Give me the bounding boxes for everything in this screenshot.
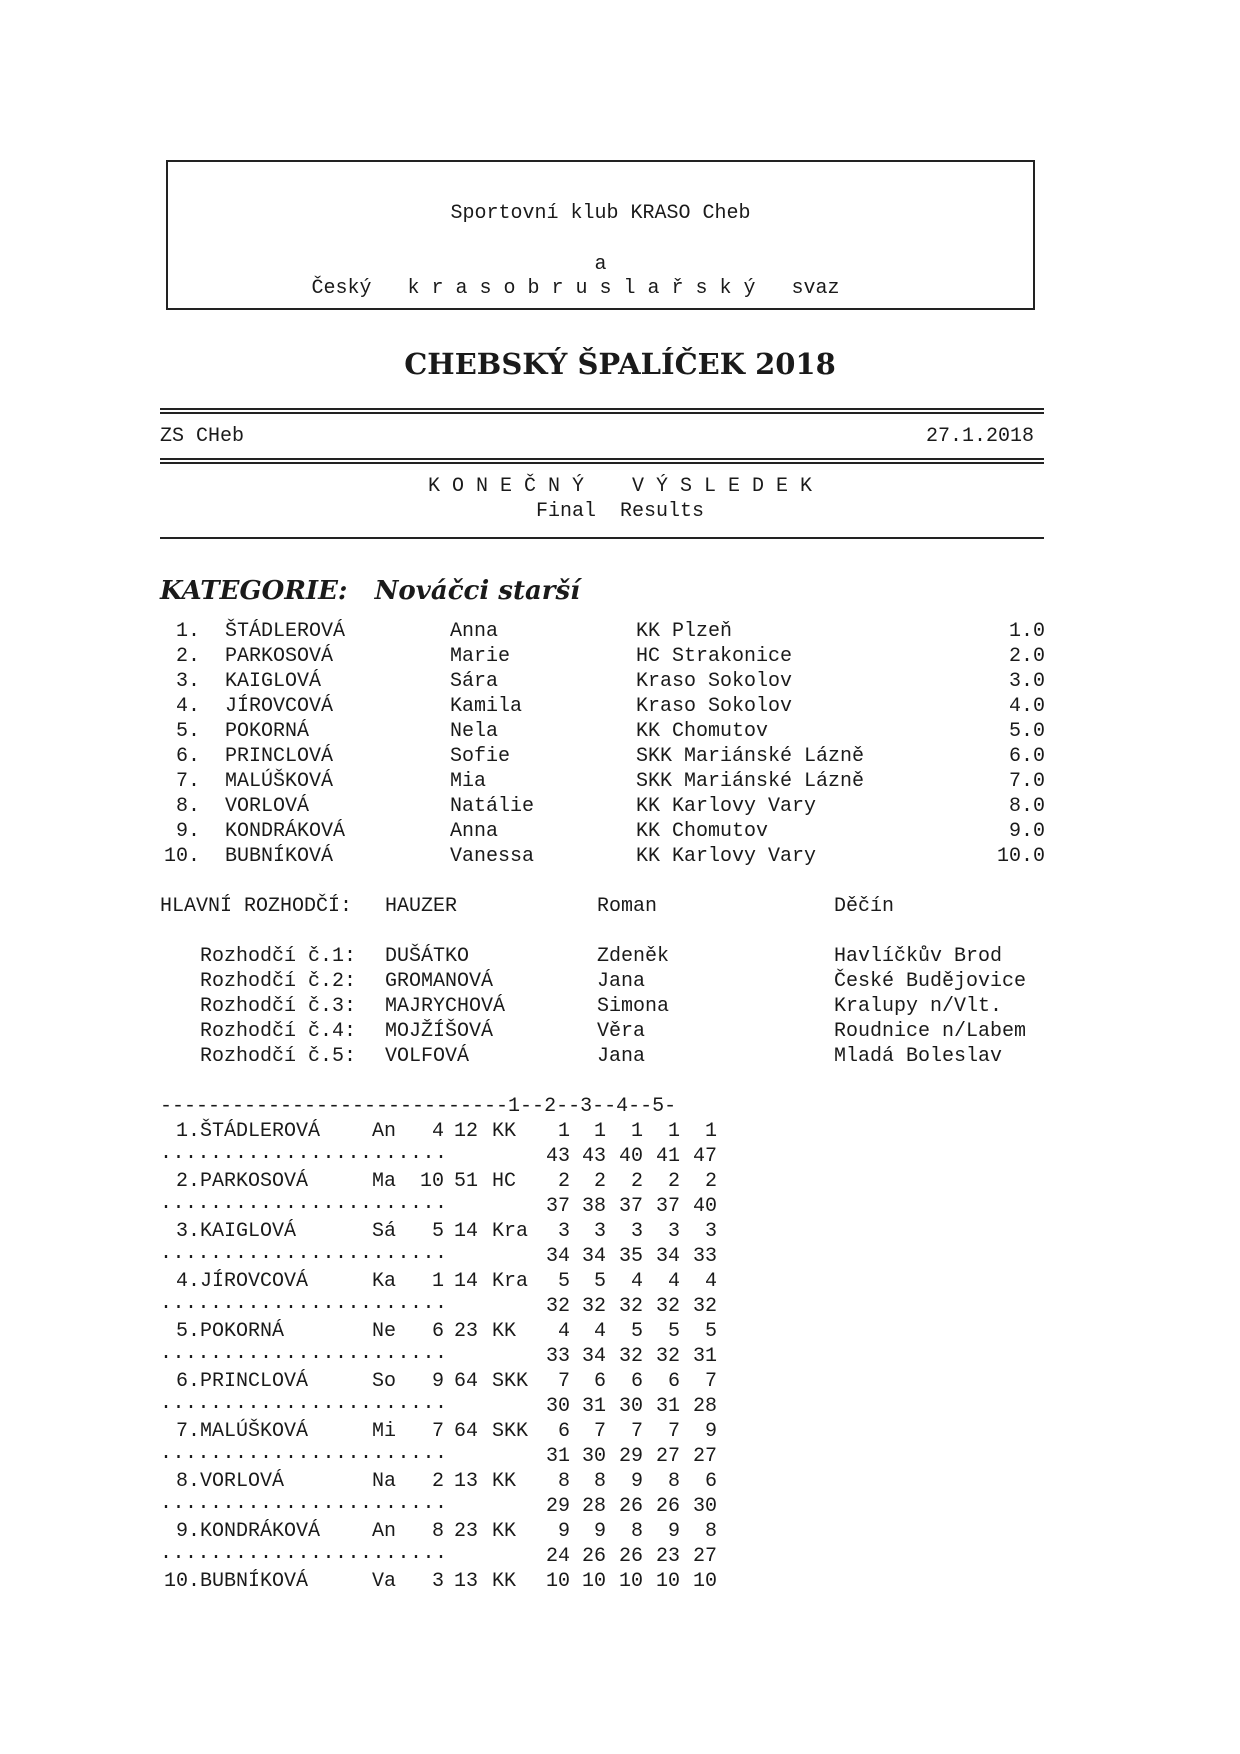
judge-surname: VOLFOVÁ xyxy=(385,1045,470,1068)
detail-code-b: 12 xyxy=(453,1120,478,1143)
detail-place: 8 xyxy=(630,1520,643,1543)
detail-points: 24 xyxy=(545,1545,570,1568)
organizer-and: a xyxy=(594,253,607,276)
judge-label: Rozhodčí č.2: xyxy=(200,970,357,993)
result-name: Marie xyxy=(450,645,511,668)
organizer-federation: Český k r a s o b r u s l a ř s k ý svaz xyxy=(311,277,840,300)
detail-points: 23 xyxy=(655,1545,680,1568)
detail-points: 26 xyxy=(618,1545,643,1568)
detail-points: 31 xyxy=(655,1395,680,1418)
detail-surname: VORLOVÁ xyxy=(200,1470,285,1493)
head-judge-surname: HAUZER xyxy=(385,895,458,918)
result-rank: 10. xyxy=(163,845,200,868)
judge-city: Havlíčkův Brod xyxy=(834,945,1003,968)
detail-points: 30 xyxy=(692,1495,717,1518)
detail-points: 26 xyxy=(655,1495,680,1518)
detail-header: -----------------------------1--2--3--4--5- xyxy=(160,1095,677,1118)
detail-points: 31 xyxy=(545,1445,570,1468)
detail-surname: PARKOSOVÁ xyxy=(200,1170,309,1193)
detail-place: 5 xyxy=(630,1320,643,1343)
detail-club: SKK xyxy=(492,1370,529,1393)
judge-name: Zdeněk xyxy=(597,945,670,968)
detail-name-abbr: Va xyxy=(372,1570,397,1593)
result-score: 1.0 xyxy=(1008,620,1045,643)
detail-name-abbr: Na xyxy=(372,1470,397,1493)
result-heading: K O N E Č N Ý V Ý S L E D E K xyxy=(427,475,813,498)
detail-club: KK xyxy=(492,1570,517,1593)
detail-place: 7 xyxy=(557,1370,570,1393)
detail-place: 1 xyxy=(667,1120,680,1143)
detail-code-a: 3 xyxy=(431,1570,444,1593)
detail-code-a: 7 xyxy=(431,1420,444,1443)
result-surname: ŠTÁDLEROVÁ xyxy=(225,620,346,643)
judge-city: Roudnice n/Labem xyxy=(834,1020,1027,1043)
head-judge-city: Děčín xyxy=(834,895,895,918)
detail-place: 7 xyxy=(630,1420,643,1443)
result-name: Kamila xyxy=(450,695,523,718)
result-name: Natálie xyxy=(450,795,535,818)
result-club: SKK Mariánské Lázně xyxy=(636,745,865,768)
judge-label: Rozhodčí č.3: xyxy=(200,995,357,1018)
result-rank: 9. xyxy=(175,820,200,843)
detail-dots: ....................... xyxy=(160,1492,448,1515)
detail-place: 4 xyxy=(630,1270,643,1293)
result-name: Anna xyxy=(450,820,499,843)
detail-code-a: 1 xyxy=(431,1270,444,1293)
detail-points: 47 xyxy=(692,1145,717,1168)
detail-place: 6 xyxy=(557,1420,570,1443)
detail-code-b: 13 xyxy=(453,1570,478,1593)
detail-points: 32 xyxy=(618,1295,643,1318)
detail-points: 26 xyxy=(618,1495,643,1518)
double-rule xyxy=(160,458,1044,464)
judge-surname: GROMANOVÁ xyxy=(385,970,494,993)
detail-place: 6 xyxy=(704,1470,717,1493)
detail-place: 9 xyxy=(593,1520,606,1543)
result-surname: POKORNÁ xyxy=(225,720,310,743)
venue: ZS CHeb xyxy=(160,425,245,448)
detail-points: 34 xyxy=(655,1245,680,1268)
event-date: 27.1.2018 xyxy=(926,425,1035,448)
result-rank: 7. xyxy=(175,770,200,793)
result-name: Mia xyxy=(450,770,487,793)
detail-points: 30 xyxy=(618,1395,643,1418)
judge-surname: DUŠÁTKO xyxy=(385,945,470,968)
detail-place: 9 xyxy=(704,1420,717,1443)
detail-points: 29 xyxy=(618,1445,643,1468)
result-score: 4.0 xyxy=(1008,695,1045,718)
detail-place: 1 xyxy=(630,1120,643,1143)
result-surname: PARKOSOVÁ xyxy=(225,645,334,668)
detail-club: KK xyxy=(492,1320,517,1343)
detail-points: 32 xyxy=(655,1345,680,1368)
result-rank: 2. xyxy=(175,645,200,668)
detail-points: 32 xyxy=(692,1295,717,1318)
detail-code-a: 8 xyxy=(431,1520,444,1543)
result-club: KK Chomutov xyxy=(636,820,769,843)
detail-club: Kra xyxy=(492,1220,529,1243)
judge-label: Rozhodčí č.5: xyxy=(200,1045,357,1068)
judge-name: Simona xyxy=(597,995,670,1018)
detail-code-b: 13 xyxy=(453,1470,478,1493)
result-name: Vanessa xyxy=(450,845,535,868)
detail-place: 5 xyxy=(593,1270,606,1293)
judge-name: Věra xyxy=(597,1020,646,1043)
result-score: 3.0 xyxy=(1008,670,1045,693)
result-club: KK Karlovy Vary xyxy=(636,795,817,818)
detail-name-abbr: Ma xyxy=(372,1170,397,1193)
judge-city: Kralupy n/Vlt. xyxy=(834,995,1003,1018)
detail-points: 32 xyxy=(655,1295,680,1318)
result-score: 2.0 xyxy=(1008,645,1045,668)
detail-dots: ....................... xyxy=(160,1292,448,1315)
detail-name-abbr: Ne xyxy=(372,1320,397,1343)
result-club: KK Chomutov xyxy=(636,720,769,743)
detail-points: 26 xyxy=(581,1545,606,1568)
result-score: 6.0 xyxy=(1008,745,1045,768)
judge-name: Jana xyxy=(597,1045,646,1068)
detail-place: 4 xyxy=(557,1320,570,1343)
detail-place: 2 xyxy=(593,1170,606,1193)
detail-points: 32 xyxy=(618,1345,643,1368)
detail-dots: ....................... xyxy=(160,1542,448,1565)
detail-surname: KAIGLOVÁ xyxy=(200,1220,297,1243)
result-rank: 6. xyxy=(175,745,200,768)
detail-place: 10 xyxy=(618,1570,643,1593)
detail-points: 35 xyxy=(618,1245,643,1268)
detail-place: 6 xyxy=(593,1370,606,1393)
detail-rank: 8. xyxy=(175,1470,200,1493)
judge-city: České Budějovice xyxy=(834,970,1027,993)
judge-label: Rozhodčí č.1: xyxy=(200,945,357,968)
result-club: KK Plzeň xyxy=(636,620,733,643)
detail-surname: PRINCLOVÁ xyxy=(200,1370,309,1393)
detail-place: 4 xyxy=(704,1270,717,1293)
detail-name-abbr: Sá xyxy=(372,1220,397,1243)
detail-rank: 5. xyxy=(175,1320,200,1343)
detail-code-a: 5 xyxy=(431,1220,444,1243)
result-club: SKK Mariánské Lázně xyxy=(636,770,865,793)
result-rank: 1. xyxy=(175,620,200,643)
detail-code-b: 14 xyxy=(453,1270,478,1293)
detail-place: 9 xyxy=(667,1520,680,1543)
detail-points: 31 xyxy=(692,1345,717,1368)
detail-place: 3 xyxy=(667,1220,680,1243)
detail-surname: ŠTÁDLEROVÁ xyxy=(200,1120,321,1143)
detail-place: 7 xyxy=(593,1420,606,1443)
result-surname: VORLOVÁ xyxy=(225,795,310,818)
detail-points: 28 xyxy=(581,1495,606,1518)
detail-points: 40 xyxy=(692,1195,717,1218)
detail-place: 10 xyxy=(581,1570,606,1593)
detail-rank: 4. xyxy=(175,1270,200,1293)
detail-points: 37 xyxy=(655,1195,680,1218)
detail-points: 41 xyxy=(655,1145,680,1168)
detail-rank: 7. xyxy=(175,1420,200,1443)
result-rank: 5. xyxy=(175,720,200,743)
detail-club: SKK xyxy=(492,1420,529,1443)
detail-dots: ....................... xyxy=(160,1442,448,1465)
detail-code-a: 9 xyxy=(431,1370,444,1393)
detail-club: KK xyxy=(492,1470,517,1493)
detail-points: 32 xyxy=(581,1295,606,1318)
detail-place: 4 xyxy=(593,1320,606,1343)
detail-dots: ....................... xyxy=(160,1342,448,1365)
detail-club: HC xyxy=(492,1170,517,1193)
judge-surname: MAJRYCHOVÁ xyxy=(385,995,506,1018)
result-score: 5.0 xyxy=(1008,720,1045,743)
detail-points: 37 xyxy=(618,1195,643,1218)
detail-place: 1 xyxy=(593,1120,606,1143)
detail-surname: MALÚŠKOVÁ xyxy=(200,1420,309,1443)
detail-place: 4 xyxy=(667,1270,680,1293)
detail-points: 40 xyxy=(618,1145,643,1168)
detail-place: 6 xyxy=(667,1370,680,1393)
result-score: 10.0 xyxy=(996,845,1045,868)
detail-name-abbr: An xyxy=(372,1520,397,1543)
detail-place: 2 xyxy=(667,1170,680,1193)
detail-points: 27 xyxy=(655,1445,680,1468)
detail-dots: ....................... xyxy=(160,1142,448,1165)
detail-place: 10 xyxy=(655,1570,680,1593)
detail-place: 8 xyxy=(593,1470,606,1493)
detail-club: KK xyxy=(492,1520,517,1543)
detail-place: 3 xyxy=(593,1220,606,1243)
judge-city: Mladá Boleslav xyxy=(834,1045,1003,1068)
detail-code-a: 2 xyxy=(431,1470,444,1493)
detail-points: 38 xyxy=(581,1195,606,1218)
detail-rank: 2. xyxy=(175,1170,200,1193)
detail-club: Kra xyxy=(492,1270,529,1293)
double-rule xyxy=(160,408,1044,414)
result-club: Kraso Sokolov xyxy=(636,695,793,718)
detail-place: 2 xyxy=(704,1170,717,1193)
detail-place: 10 xyxy=(545,1570,570,1593)
detail-place: 3 xyxy=(630,1220,643,1243)
detail-place: 7 xyxy=(667,1420,680,1443)
category-heading: KATEGORIE: Nováčci starší xyxy=(160,576,581,606)
judge-name: Jana xyxy=(597,970,646,993)
detail-points: 31 xyxy=(581,1395,606,1418)
detail-points: 32 xyxy=(545,1295,570,1318)
result-surname: JÍROVCOVÁ xyxy=(225,695,334,718)
head-judge-name: Roman xyxy=(597,895,658,918)
result-surname: PRINCLOVÁ xyxy=(225,745,334,768)
detail-points: 33 xyxy=(545,1345,570,1368)
detail-points: 43 xyxy=(581,1145,606,1168)
result-club: HC Strakonice xyxy=(636,645,793,668)
result-score: 9.0 xyxy=(1008,820,1045,843)
result-rank: 8. xyxy=(175,795,200,818)
result-name: Anna xyxy=(450,620,499,643)
detail-code-b: 51 xyxy=(453,1170,478,1193)
detail-place: 3 xyxy=(704,1220,717,1243)
result-surname: BUBNÍKOVÁ xyxy=(225,845,334,868)
detail-rank: 10. xyxy=(163,1570,200,1593)
detail-place: 10 xyxy=(692,1570,717,1593)
detail-code-b: 64 xyxy=(453,1420,478,1443)
detail-place: 1 xyxy=(557,1120,570,1143)
detail-place: 5 xyxy=(667,1320,680,1343)
detail-rank: 3. xyxy=(175,1220,200,1243)
detail-place: 6 xyxy=(630,1370,643,1393)
detail-points: 27 xyxy=(692,1545,717,1568)
detail-rank: 1. xyxy=(175,1120,200,1143)
detail-rank: 9. xyxy=(175,1520,200,1543)
detail-surname: JÍROVCOVÁ xyxy=(200,1270,309,1293)
detail-place: 8 xyxy=(704,1520,717,1543)
result-name: Sára xyxy=(450,670,499,693)
detail-place: 1 xyxy=(704,1120,717,1143)
detail-surname: POKORNÁ xyxy=(200,1320,285,1343)
detail-dots: ....................... xyxy=(160,1242,448,1265)
detail-points: 28 xyxy=(692,1395,717,1418)
detail-points: 34 xyxy=(545,1245,570,1268)
result-club: Kraso Sokolov xyxy=(636,670,793,693)
detail-place: 8 xyxy=(557,1470,570,1493)
detail-points: 34 xyxy=(581,1245,606,1268)
result-rank: 3. xyxy=(175,670,200,693)
result-subheading: Final Results xyxy=(535,500,705,523)
detail-place: 3 xyxy=(557,1220,570,1243)
detail-points: 30 xyxy=(545,1395,570,1418)
detail-code-b: 23 xyxy=(453,1320,478,1343)
detail-points: 33 xyxy=(692,1245,717,1268)
detail-code-b: 14 xyxy=(453,1220,478,1243)
judge-label: Rozhodčí č.4: xyxy=(200,1020,357,1043)
detail-surname: KONDRÁKOVÁ xyxy=(200,1520,321,1543)
result-score: 7.0 xyxy=(1008,770,1045,793)
detail-place: 9 xyxy=(557,1520,570,1543)
detail-name-abbr: So xyxy=(372,1370,397,1393)
detail-dots: ....................... xyxy=(160,1192,448,1215)
detail-code-b: 23 xyxy=(453,1520,478,1543)
detail-surname: BUBNÍKOVÁ xyxy=(200,1570,309,1593)
detail-points: 27 xyxy=(692,1445,717,1468)
detail-points: 37 xyxy=(545,1195,570,1218)
detail-place: 5 xyxy=(557,1270,570,1293)
result-name: Sofie xyxy=(450,745,511,768)
result-rank: 4. xyxy=(175,695,200,718)
detail-place: 2 xyxy=(557,1170,570,1193)
detail-place: 9 xyxy=(630,1470,643,1493)
detail-name-abbr: Mi xyxy=(372,1420,397,1443)
detail-points: 34 xyxy=(581,1345,606,1368)
detail-place: 7 xyxy=(704,1370,717,1393)
detail-place: 5 xyxy=(704,1320,717,1343)
detail-place: 2 xyxy=(630,1170,643,1193)
judge-surname: MOJŽÍŠOVÁ xyxy=(385,1020,494,1043)
head-judge-label: HLAVNÍ ROZHODČÍ: xyxy=(160,895,353,918)
detail-code-a: 4 xyxy=(431,1120,444,1143)
page-title: CHEBSKÝ ŠPALÍČEK 2018 xyxy=(404,347,836,381)
result-surname: MALÚŠKOVÁ xyxy=(225,770,334,793)
detail-place: 8 xyxy=(667,1470,680,1493)
detail-name-abbr: An xyxy=(372,1120,397,1143)
result-score: 8.0 xyxy=(1008,795,1045,818)
detail-points: 43 xyxy=(545,1145,570,1168)
detail-rank: 6. xyxy=(175,1370,200,1393)
result-surname: KAIGLOVÁ xyxy=(225,670,322,693)
detail-dots: ....................... xyxy=(160,1392,448,1415)
detail-points: 30 xyxy=(581,1445,606,1468)
single-rule xyxy=(160,537,1044,539)
detail-club: KK xyxy=(492,1120,517,1143)
detail-points: 29 xyxy=(545,1495,570,1518)
detail-code-b: 64 xyxy=(453,1370,478,1393)
detail-code-a: 6 xyxy=(431,1320,444,1343)
result-surname: KONDRÁKOVÁ xyxy=(225,820,346,843)
result-club: KK Karlovy Vary xyxy=(636,845,817,868)
result-name: Nela xyxy=(450,720,499,743)
detail-name-abbr: Ka xyxy=(372,1270,397,1293)
organizer-club: Sportovní klub KRASO Cheb xyxy=(450,202,751,225)
organizer-box xyxy=(166,160,1035,310)
detail-code-a: 10 xyxy=(419,1170,444,1193)
